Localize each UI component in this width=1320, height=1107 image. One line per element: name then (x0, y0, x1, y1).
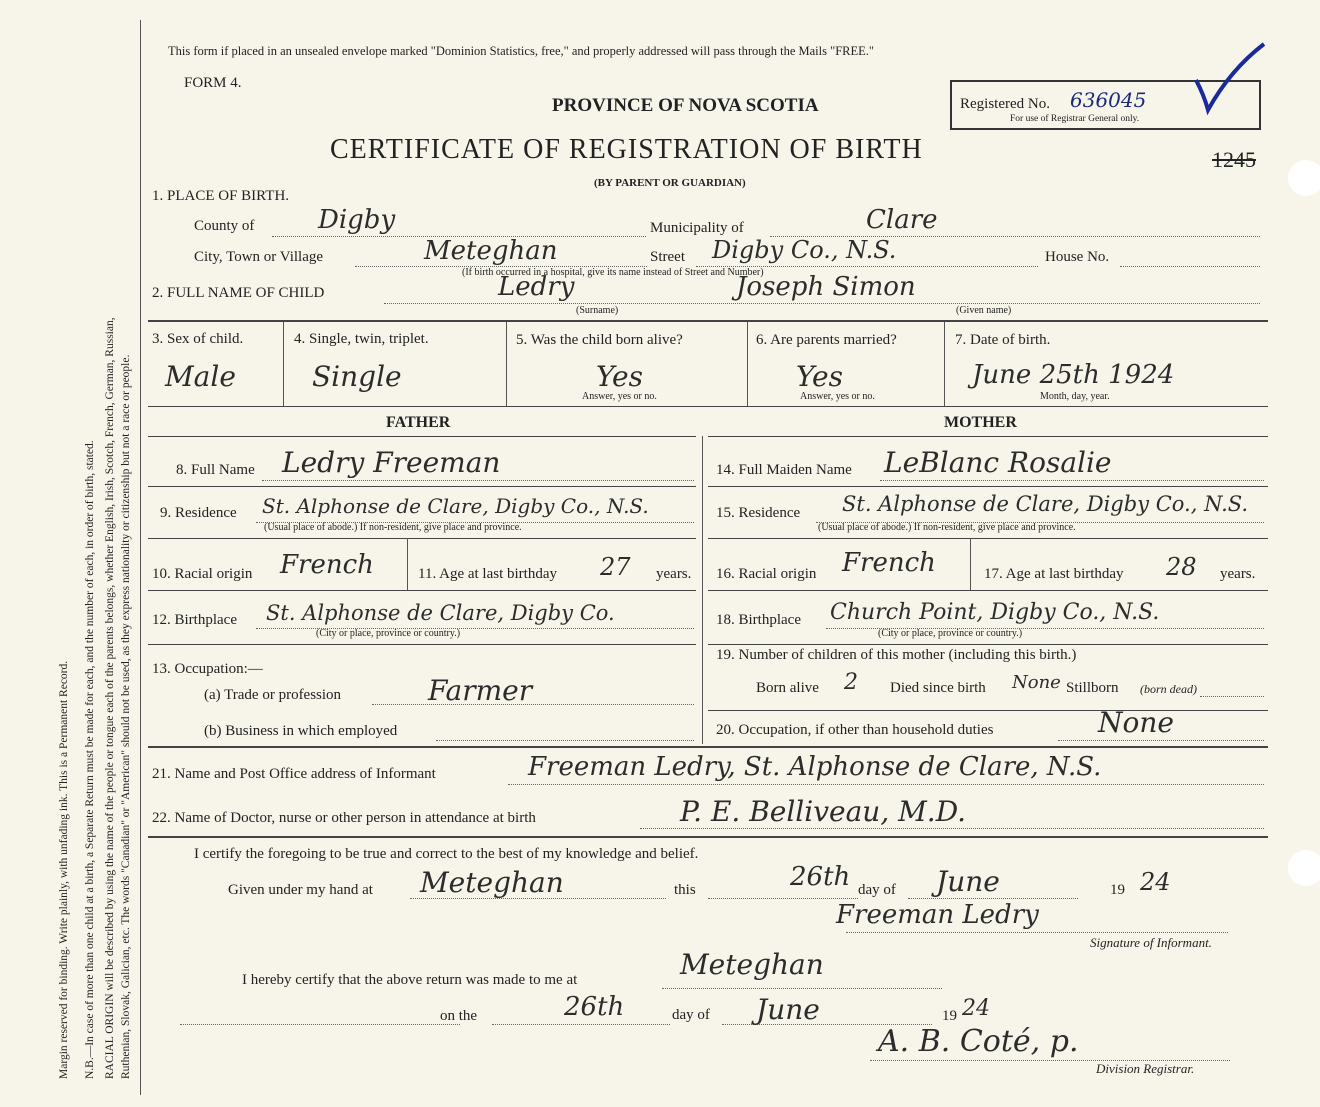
house-label: House No. (1045, 249, 1110, 265)
sex-value: Male (165, 360, 236, 393)
informant-signature-label: Signature of Informant. (1090, 935, 1212, 950)
certify-year-prefix: 19 (1110, 882, 1125, 898)
registrar-signature: A. B. Coté, p. (878, 1024, 1079, 1059)
mother-residence-label: 15. Residence (716, 505, 801, 521)
married-label: 6. Are parents married? (756, 332, 897, 348)
trade-value: Farmer (428, 674, 533, 707)
mother-heading: MOTHER (944, 414, 1017, 431)
registrar-year-prefix: 19 (942, 1008, 957, 1024)
occupation-label: 13. Occupation:— (152, 661, 263, 677)
street-value: Digby Co., N.S. (712, 236, 897, 264)
page-subtitle: (BY PARENT OR GUARDIAN) (594, 177, 746, 189)
father-residence-label: 9. Residence (160, 505, 237, 521)
margin-note-4: Ruthenian, Slovak, Galician, etc. The words "Canadian" or "American" should not be used, as they express nationality or citizenship but not a race or people. (120, 354, 132, 1079)
mother-name-label: 14. Full Maiden Name (716, 462, 852, 478)
municipality-value: Clare (866, 205, 938, 235)
alive-value: Yes (596, 360, 643, 393)
registrar-year: 24 (962, 996, 990, 1021)
stillborn-note: (born dead) (1140, 682, 1197, 696)
single-value: Single (312, 360, 402, 393)
binding-hole-bottom (1288, 850, 1320, 886)
county-value: Digby (318, 205, 396, 235)
mother-name-value: LeBlanc Rosalie (884, 446, 1112, 479)
father-years-label: years. (656, 566, 692, 582)
city-value: Meteghan (424, 236, 558, 266)
father-city-note: (City or place, province or country.) (316, 628, 461, 639)
certify-month: June (936, 865, 1000, 898)
place-heading: 1. PLACE OF BIRTH. (152, 188, 290, 204)
dob-note: Month, day, year. (1040, 391, 1110, 402)
registrar-signature-label: Division Registrar. (1096, 1061, 1195, 1076)
mother-age-value: 28 (1166, 553, 1197, 581)
certify-year: 24 (1140, 868, 1171, 896)
dob-label: 7. Date of birth. (955, 332, 1051, 348)
mother-occupation-label: 20. Occupation, if other than household duties (716, 722, 994, 738)
page-title: CERTIFICATE OF REGISTRATION OF BIRTH (330, 134, 923, 165)
registrar-month: June (756, 993, 820, 1026)
died-value: None (1012, 672, 1061, 693)
certify-place: Meteghan (420, 866, 564, 899)
father-age-label: 11. Age at last birthday (418, 566, 557, 582)
binding-hole-top (1288, 160, 1320, 196)
mother-abode-note: (Usual place of abode.) If non-resident, give place and province. (818, 522, 1076, 533)
trade-label: (a) Trade or profession (204, 687, 342, 703)
check-mark-icon (1190, 40, 1270, 120)
registrar-place: Meteghan (680, 948, 824, 981)
registrar-dayof-label: day of (672, 1007, 710, 1023)
registered-number: 636045 (1070, 88, 1147, 112)
married-value: Yes (796, 360, 843, 393)
hospital-note: (If birth occurred in a hospital, give its name instead of Street and Number) (462, 267, 764, 278)
child-given-name: Joseph Simon (736, 272, 916, 302)
mother-occupation-value: None (1098, 706, 1174, 739)
father-residence-value: St. Alphonse de Clare, Digby Co., N.S. (262, 494, 649, 518)
certify-statement: I certify the foregoing to be true and correct to the best of my knowledge and belief. (194, 846, 699, 862)
given-name-note: (Given name) (956, 305, 1012, 316)
business-label: (b) Business in which employed (204, 723, 398, 739)
margin-note-1: Margin reserved for binding. Write plainly, with unfading ink. This is a Permanent Record. (58, 660, 70, 1079)
informant-signature: Freeman Ledry (836, 900, 1039, 930)
county-label: County of (194, 218, 255, 234)
informant-value: Freeman Ledry, St. Alphonse de Clare, N.S. (528, 752, 1102, 782)
born-alive-label: Born alive (756, 680, 819, 696)
father-name-value: Ledry Freeman (282, 446, 501, 479)
father-name-label: 8. Full Name (176, 462, 255, 478)
mail-notice: This form if placed in an unsealed envelope marked "Dominion Statistics, free," and properly addressed will pass through the Mails "FREE." (168, 44, 875, 58)
single-label: 4. Single, twin, triplet. (294, 331, 429, 347)
certify-this-label: this (674, 882, 696, 898)
municipality-label: Municipality of (650, 220, 744, 236)
mother-residence-value: St. Alphonse de Clare, Digby Co., N.S. (842, 492, 1249, 516)
father-abode-note: (Usual place of abode.) If non-resident, give place and province. (264, 522, 522, 533)
alive-label: 5. Was the child born alive? (516, 332, 683, 348)
father-birthplace-value: St. Alphonse de Clare, Digby Co. (266, 601, 615, 625)
mother-racial-label: 16. Racial origin (716, 566, 817, 582)
margin-border (140, 20, 141, 1095)
dob-value: June 25th 1924 (972, 360, 1175, 390)
father-birthplace-label: 12. Birthplace (152, 612, 237, 628)
given-under-label: Given under my hand at (228, 882, 373, 898)
child-surname: Ledry (498, 272, 575, 302)
father-racial-label: 10. Racial origin (152, 566, 253, 582)
alive-answer-note: Answer, yes or no. (582, 391, 657, 402)
doctor-value: P. E. Belliveau, M.D. (680, 795, 967, 828)
born-alive-value: 2 (844, 670, 858, 695)
father-racial-value: French (280, 550, 374, 580)
registrar-use-note: For use of Registrar General only. (1010, 114, 1140, 124)
mother-city-note: (City or place, province or country.) (878, 628, 1023, 639)
form-number: FORM 4. (184, 75, 242, 91)
mother-birthplace-value: Church Point, Digby Co., N.S. (830, 600, 1160, 625)
certify-dayof-label: day of (858, 882, 896, 898)
registered-label: Registered No. (960, 96, 1050, 112)
margin-note-3: RACIAL ORIGIN will be described by using the name of the people or tongue each of the parents belongs, whether English, Irish, Scotch, French, German, Russian, (104, 317, 116, 1079)
province-heading: PROVINCE OF NOVA SCOTIA (552, 95, 819, 116)
mother-age-label: 17. Age at last birthday (984, 566, 1124, 582)
married-answer-note: Answer, yes or no. (800, 391, 875, 402)
row-divider-top (148, 320, 1268, 322)
registrar-day: 26th (564, 992, 625, 1022)
died-label: Died since birth (890, 680, 986, 696)
city-label: City, Town or Village (194, 249, 324, 265)
father-age-value: 27 (600, 553, 631, 581)
surname-note: (Surname) (576, 305, 619, 316)
mother-years-label: years. (1220, 566, 1256, 582)
registrar-statement: I hereby certify that the above return was made to me at (242, 972, 578, 988)
sex-label: 3. Sex of child. (152, 331, 244, 347)
father-heading: FATHER (386, 414, 451, 431)
mother-birthplace-label: 18. Birthplace (716, 612, 801, 628)
registrar-on-label: on the (440, 1008, 478, 1024)
margin-note-2: N.B.—In case of more than one child at a birth, a Separate Return must be made for each, and the number of each, in order of birth, stated. (84, 440, 96, 1079)
margin-notes (0, 0, 140, 1107)
children-label: 19. Number of children of this mother (including this birth.) (716, 647, 1077, 663)
corner-mark: 1245 (1212, 147, 1256, 172)
child-name-label: 2. FULL NAME OF CHILD (152, 285, 325, 301)
street-label: Street (650, 249, 685, 265)
stillborn-label: Stillborn (1066, 680, 1119, 696)
certify-day: 26th (790, 862, 851, 892)
mother-racial-value: French (842, 548, 936, 578)
doctor-label: 22. Name of Doctor, nurse or other person in attendance at birth (152, 810, 536, 826)
informant-label: 21. Name and Post Office address of Informant (152, 766, 436, 782)
